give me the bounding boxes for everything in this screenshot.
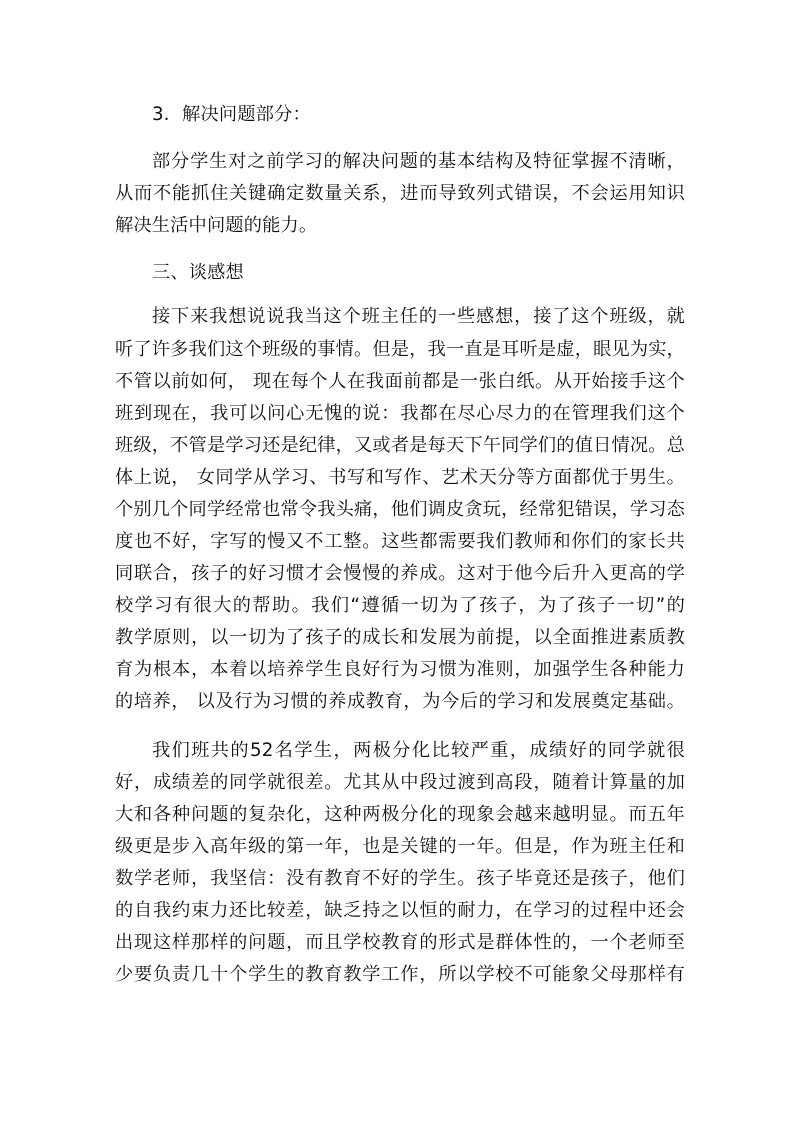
- paragraph-line: 个别几个同学经常也常令我头痛，他们调皮贪玩，经常犯错误，学习态: [115, 499, 685, 520]
- paragraph-line: 出现这样那样的问题，而且学校教育的形式是群体性的，一个老师至: [115, 932, 685, 953]
- paragraph-line: 班到现在，我可以问心无愧的说：我都在尽心尽力的在管理我们这个: [115, 403, 685, 424]
- paragraph-line: 级更是步入高年级的第一年，也是关键的一年。但是，作为班主任和: [115, 836, 685, 857]
- paragraph-line: 体上说， 女同学从学习、书写和写作、艺术天分等方面都优于男生。: [115, 467, 685, 488]
- paragraph-line: 的培养， 以及行为习惯的养成教育，为今后的学习和发展奠定基础。: [115, 691, 685, 712]
- paragraph-line: 我们班共的52名学生，两极分化比较严重，成绩好的同学就很: [152, 740, 685, 761]
- paragraph-line: 部分学生对之前学习的解决问题的基本结构及特征掌握不清晰，: [152, 151, 685, 172]
- paragraph-line: 同联合，孩子的好习惯才会慢慢的养成。这对于他今后升入更高的学: [115, 563, 685, 584]
- paragraph-line: 的自我约束力还比较差，缺乏持之以恒的耐力，在学习的过程中还会: [115, 900, 685, 921]
- paragraph-line: 少要负责几十个学生的教育教学工作，所以学校不可能象父母那样有: [115, 964, 685, 985]
- paragraph-line: 大和各种问题的复杂化，这种两极分化的现象会越来越明显。而五年: [115, 804, 685, 825]
- paragraph-line: 好，成绩差的同学就很差。尤其从中段过渡到高段，随着计算量的加: [115, 772, 685, 793]
- paragraph-line: 从而不能抓住关键确定数量关系，进而导致列式错误，不会运用知识: [115, 183, 685, 204]
- paragraph-line: 解决生活中问题的能力。: [115, 215, 318, 236]
- paragraph-line: 校学习有很大的帮助。我们“遵循一切为了孩子，为了孩子一切”的: [115, 595, 685, 616]
- section-heading-thoughts: 三、谈感想: [152, 262, 244, 283]
- paragraph-line: 听了许多我们这个班级的事情。但是，我一直是耳听是虚，眼见为实，: [115, 339, 685, 360]
- section-heading-solve-problems: 3．解决问题部分：: [152, 104, 311, 125]
- paragraph-line: 数学老师，我坚信：没有教育不好的学生。孩子毕竟还是孩子，他们: [115, 868, 685, 889]
- paragraph-line: 不管以前如何， 现在每个人在我面前都是一张白纸。从开始接手这个: [115, 371, 685, 392]
- paragraph-line: 育为根本，本着以培养学生良好行为习惯为准则，加强学生各种能力: [115, 659, 685, 680]
- paragraph-line: 教学原则，以一切为了孩子的成长和发展为前提，以全面推进素质教: [115, 627, 685, 648]
- paragraph-line: 接下来我想说说我当这个班主任的一些感想，接了这个班级，就: [152, 306, 685, 327]
- paragraph-line: 班级，不管是学习还是纪律，又或者是每天下午同学们的值日情况。总: [115, 435, 685, 456]
- paragraph-line: 度也不好，字写的慢又不工整。这些都需要我们教师和你们的家长共: [115, 531, 685, 552]
